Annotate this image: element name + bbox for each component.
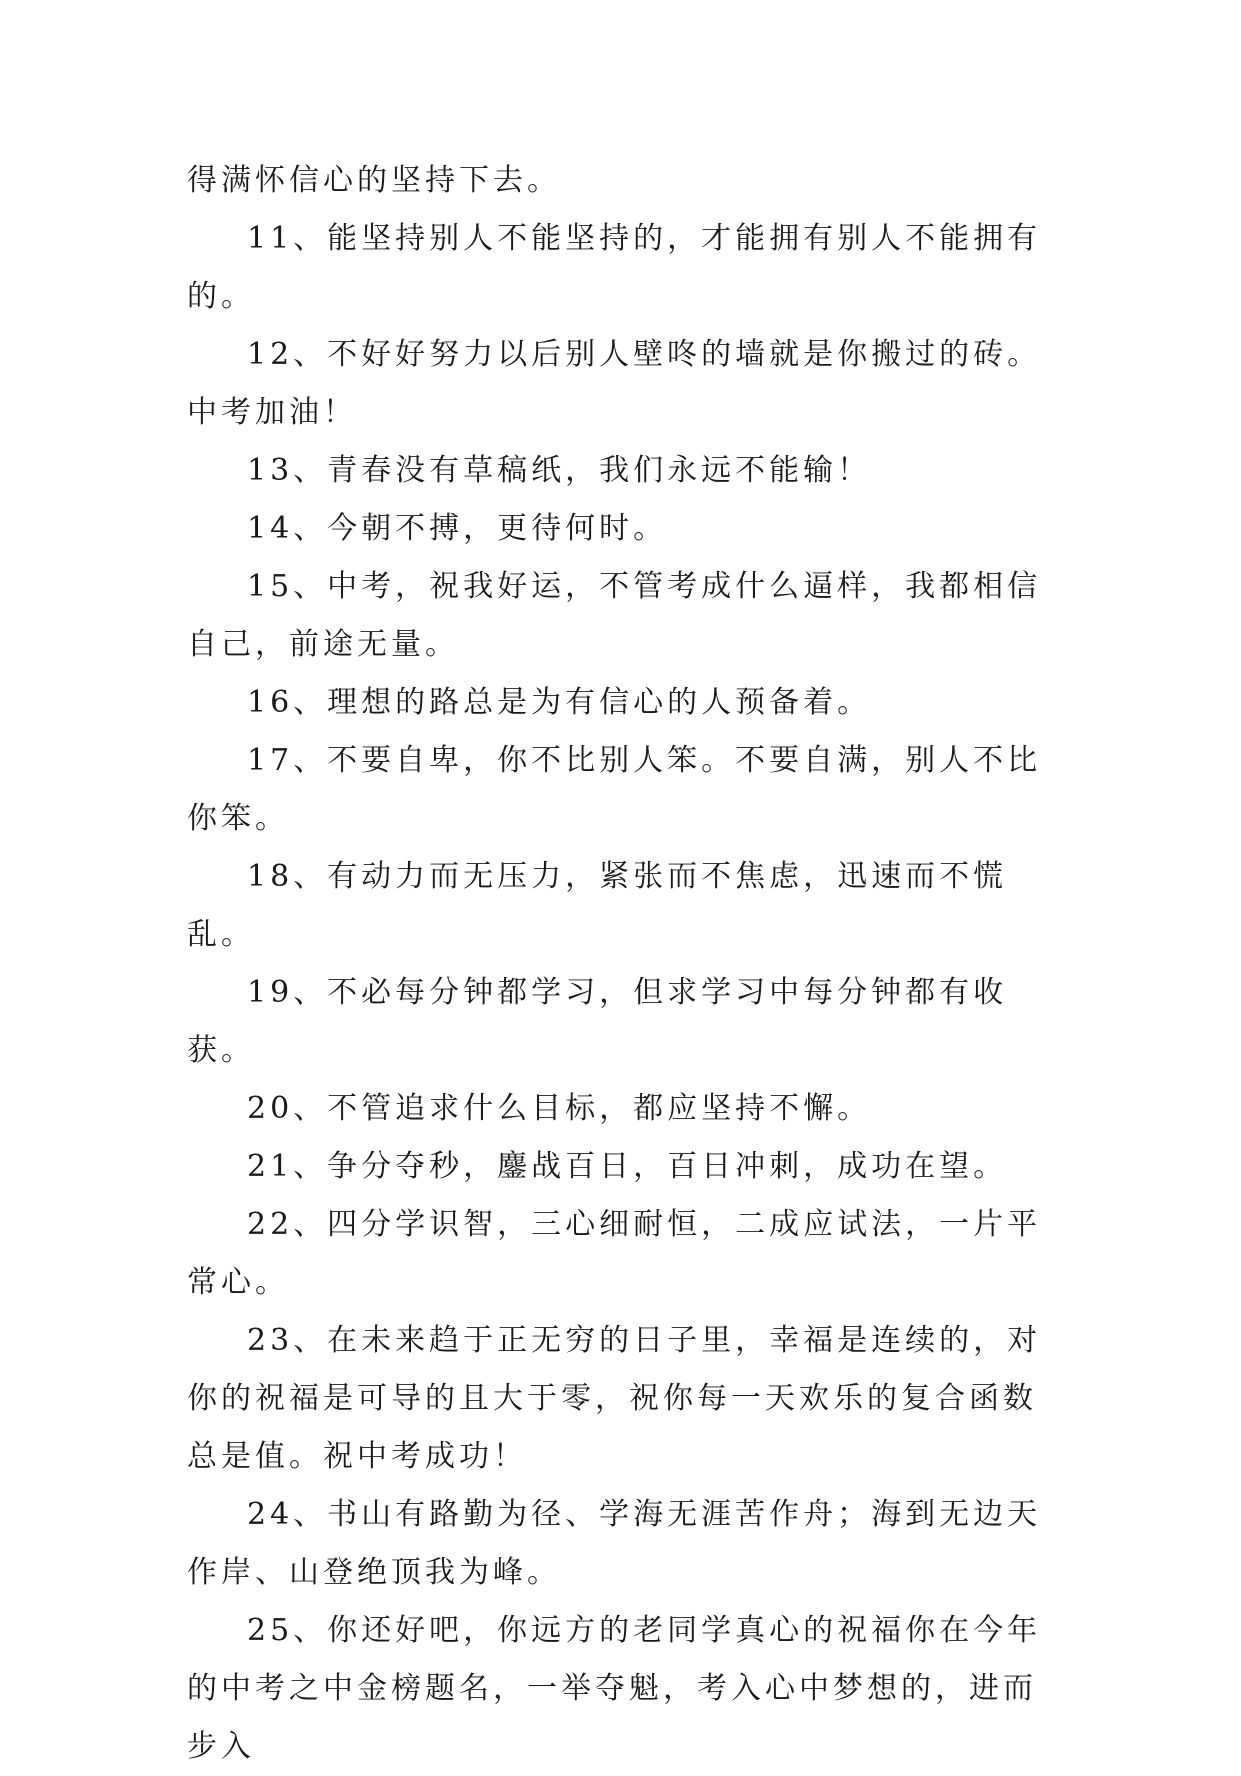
paragraph-item-20: 20、不管追求什么目标，都应坚持不懈。 <box>247 1091 872 1126</box>
paragraph-item-15: 15、中考，祝我好运，不管考成什么逼样，我都相信自己，前途无量。 <box>187 569 1042 662</box>
paragraph-item-14: 14、今朝不搏，更待何时。 <box>247 511 668 546</box>
paragraph-item-13: 13、青春没有草稿纸，我们永远不能输！ <box>247 453 872 488</box>
document-body <box>187 152 1057 1776</box>
paragraph-item-25: 25、你还好吧，你远方的老同学真心的祝福你在今年的中考之中金榜题名，一举夺魁，考入心中梦想的，进而步入 <box>187 1613 1042 1764</box>
paragraph-continuation: 得满怀信心的坚持下去。 <box>187 163 561 198</box>
paragraph-item-19: 19、不必每分钟都学习，但求学习中每分钟都有收获。 <box>187 975 1008 1068</box>
paragraph-item-23: 23、在未来趋于正无穷的日子里，幸福是连续的，对你的祝福是可导的且大于零，祝你每一天欢乐的复合函数总是值。祝中考成功！ <box>187 1323 1042 1474</box>
paragraph-item-16: 16、理想的路总是为有信心的人预备着。 <box>247 685 872 720</box>
paragraph-item-11: 11、能坚持别人不能坚持的，才能拥有别人不能拥有的。 <box>187 221 1042 314</box>
paragraph-item-22: 22、四分学识智，三心细耐恒，二成应试法，一片平常心。 <box>187 1207 1042 1300</box>
paragraph-item-12: 12、不好好努力以后别人壁咚的墙就是你搬过的砖。中考加油！ <box>187 337 1042 430</box>
paragraph-item-17: 17、不要自卑，你不比别人笨。不要自满，别人不比你笨。 <box>187 743 1042 836</box>
paragraph-item-24: 24、书山有路勤为径、学海无涯苦作舟；海到无边天作岸、山登绝顶我为峰。 <box>187 1497 1042 1590</box>
paragraph-item-21: 21、争分夺秒，鏖战百日，百日冲刺，成功在望。 <box>247 1149 1008 1184</box>
paragraph-item-18: 18、有动力而无压力，紧张而不焦虑，迅速而不慌乱。 <box>187 859 1008 952</box>
